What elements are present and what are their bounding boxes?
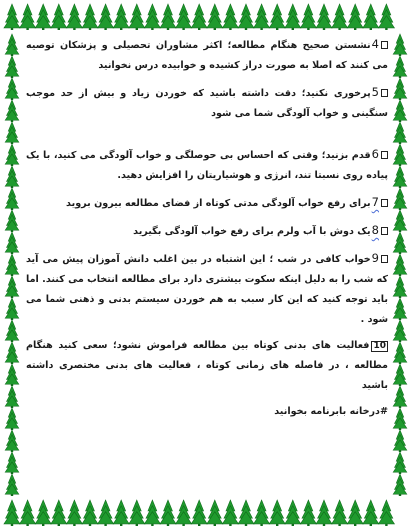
pine-tree-icon bbox=[393, 188, 407, 210]
paragraph-text: پرخوری نکنید؛ دقت داشته باشید که خوردن زیاد و بیش از حد موجب سنگینی و خواب آلودگی شما می شود bbox=[26, 88, 388, 119]
pine-tree-icon bbox=[5, 122, 19, 144]
pine-tree-icon bbox=[378, 500, 394, 526]
checkbox-icon bbox=[381, 41, 388, 49]
pine-tree-icon bbox=[35, 4, 51, 30]
pine-tree-icon bbox=[4, 500, 20, 526]
pine-tree-icon bbox=[393, 408, 407, 430]
pine-tree-icon bbox=[5, 452, 19, 474]
pine-tree-icon bbox=[82, 4, 98, 30]
pine-tree-icon bbox=[98, 500, 114, 526]
pine-tree-icon bbox=[393, 166, 407, 188]
pine-tree-icon bbox=[363, 500, 379, 526]
pine-tree-icon bbox=[144, 4, 160, 30]
paragraph-number: 5 bbox=[371, 85, 379, 99]
pine-tree-icon bbox=[393, 320, 407, 342]
checkbox-icon bbox=[381, 227, 388, 235]
pine-tree-icon bbox=[51, 500, 67, 526]
pine-tree-icon bbox=[5, 430, 19, 452]
checkbox-icon bbox=[381, 255, 388, 263]
pine-tree-icon bbox=[222, 500, 238, 526]
pine-tree-icon bbox=[393, 342, 407, 364]
pine-tree-icon bbox=[393, 78, 407, 100]
pine-tree-icon bbox=[5, 78, 19, 100]
pine-tree-icon bbox=[5, 276, 19, 298]
pine-tree-icon bbox=[285, 500, 301, 526]
pine-tree-icon bbox=[5, 254, 19, 276]
pine-tree-icon bbox=[393, 100, 407, 122]
pine-tree-icon bbox=[98, 4, 114, 30]
pine-tree-icon bbox=[5, 100, 19, 122]
paragraph-text: برای رفع خواب آلودگی مدتی کوتاه از فضای مطالعه بیرون بروید bbox=[66, 198, 371, 209]
pine-tree-icon bbox=[300, 4, 316, 30]
pine-tree-icon bbox=[129, 4, 145, 30]
pine-tree-icon bbox=[347, 4, 363, 30]
pine-tree-icon bbox=[5, 210, 19, 232]
pine-tree-icon bbox=[35, 500, 51, 526]
pine-tree-icon bbox=[5, 386, 19, 408]
pine-tree-icon bbox=[393, 386, 407, 408]
document-body bbox=[26, 34, 388, 494]
pine-tree-icon bbox=[207, 4, 223, 30]
pine-tree-icon bbox=[393, 34, 407, 56]
pine-tree-icon bbox=[207, 500, 223, 526]
pine-tree-icon bbox=[393, 430, 407, 452]
paragraph-6 bbox=[26, 144, 388, 186]
pine-tree-icon bbox=[393, 452, 407, 474]
pine-tree-icon bbox=[393, 254, 407, 276]
pine-tree-icon bbox=[113, 4, 129, 30]
paragraph-4 bbox=[26, 34, 388, 76]
pine-tree-icon bbox=[5, 298, 19, 320]
pine-tree-icon bbox=[238, 4, 254, 30]
pine-tree-icon bbox=[269, 500, 285, 526]
paragraph-10 bbox=[26, 336, 388, 396]
paragraph-text: یک دوش با آب ولرم برای رفع خواب آلودگی بگیرید bbox=[133, 226, 371, 237]
pine-tree-icon bbox=[5, 56, 19, 78]
pine-tree-icon bbox=[5, 408, 19, 430]
pine-tree-icon bbox=[332, 4, 348, 30]
paragraph-number: 7 bbox=[371, 195, 379, 209]
paragraph-9 bbox=[26, 248, 388, 330]
pine-tree-icon bbox=[4, 4, 20, 30]
pine-tree-icon bbox=[393, 364, 407, 386]
pine-tree-icon bbox=[66, 4, 82, 30]
pine-tree-icon bbox=[393, 56, 407, 78]
pine-tree-icon bbox=[5, 144, 19, 166]
pine-tree-icon bbox=[129, 500, 145, 526]
pine-tree-icon bbox=[393, 232, 407, 254]
pine-tree-icon bbox=[113, 500, 129, 526]
pine-tree-icon bbox=[316, 500, 332, 526]
pine-tree-icon bbox=[176, 500, 192, 526]
pine-tree-icon bbox=[160, 4, 176, 30]
pine-tree-icon bbox=[66, 500, 82, 526]
pine-tree-icon bbox=[378, 4, 394, 30]
pine-tree-icon bbox=[5, 474, 19, 496]
pine-tree-icon bbox=[393, 276, 407, 298]
hashtag: #درخانه بابرنامه بخوانید bbox=[274, 406, 388, 417]
pine-tree-icon bbox=[5, 188, 19, 210]
pine-tree-icon bbox=[238, 500, 254, 526]
pine-tree-icon bbox=[5, 166, 19, 188]
pine-tree-icon bbox=[393, 122, 407, 144]
pine-tree-icon bbox=[254, 500, 270, 526]
pine-tree-icon bbox=[5, 320, 19, 342]
paragraph-8 bbox=[26, 220, 388, 242]
paragraph-text: قدم بزنید؛ وقتی که احساس بی حوصلگی و خواب آلودگی می کنید، با یک پیاده روی نسبتا تند، انرژی و هوشیاریتان را افزایش دهید. bbox=[26, 150, 388, 181]
pine-tree-icon bbox=[5, 34, 19, 56]
paragraph-text: نشستن صحیح هنگام مطالعه؛ اکثر مشاوران تحصیلی و پزشکان توصیه می کنند که اصلا به صورت دراز کشیده و خوابیده درس نخوانید bbox=[26, 40, 388, 71]
paragraph-7 bbox=[26, 192, 388, 214]
pine-tree-icon bbox=[5, 342, 19, 364]
pine-tree-icon bbox=[222, 4, 238, 30]
pine-tree-icon bbox=[144, 500, 160, 526]
paragraph-number: 9 bbox=[371, 251, 379, 265]
paragraph-number: 8 bbox=[371, 223, 379, 237]
pine-tree-icon bbox=[20, 4, 36, 30]
pine-tree-icon bbox=[5, 232, 19, 254]
pine-tree-icon bbox=[160, 500, 176, 526]
paragraph-number-box: 10 bbox=[373, 341, 386, 351]
checkbox-icon bbox=[381, 199, 388, 207]
pine-tree-icon bbox=[332, 500, 348, 526]
pine-tree-icon bbox=[316, 4, 332, 30]
pine-tree-icon bbox=[51, 4, 67, 30]
pine-tree-icon bbox=[393, 210, 407, 232]
paragraph-5 bbox=[26, 82, 388, 124]
pine-tree-icon bbox=[5, 364, 19, 386]
pine-tree-icon bbox=[347, 500, 363, 526]
pine-tree-icon bbox=[191, 500, 207, 526]
pine-tree-icon bbox=[393, 474, 407, 496]
pine-tree-icon bbox=[176, 4, 192, 30]
checkbox-icon bbox=[381, 151, 388, 159]
paragraph-number: 4 bbox=[371, 37, 379, 51]
paragraph-number: 6 bbox=[371, 147, 379, 161]
pine-tree-icon bbox=[191, 4, 207, 30]
pine-tree-icon bbox=[254, 4, 270, 30]
pine-tree-icon bbox=[20, 500, 36, 526]
pine-tree-icon bbox=[285, 4, 301, 30]
paragraph-text: فعالیت های بدنی کوتاه بین مطالعه فراموش نشود؛ سعی کنید هنگام مطالعه ، در فاصله های زمانی کوتاه ، فعالیت های بدنی مختصری داشته باشید bbox=[26, 340, 388, 391]
pine-tree-icon bbox=[269, 4, 285, 30]
pine-tree-icon bbox=[82, 500, 98, 526]
pine-tree-icon bbox=[300, 500, 316, 526]
checkbox-icon bbox=[381, 89, 388, 97]
pine-tree-icon bbox=[393, 298, 407, 320]
paragraph-text: خواب کافی در شب ؛ این اشتباه در بین اغلب دانش آموزان پیش می آید که شب را به دلیل اینکه سکوت بیشتری دارد برای مطالعه انتخاب می کنند. اما باید توجه کنید که این کار سبب به هم خوردن سیستم بدنی و ذهنی شما می شود . bbox=[26, 254, 388, 325]
pine-tree-icon bbox=[363, 4, 379, 30]
pine-tree-icon bbox=[393, 144, 407, 166]
